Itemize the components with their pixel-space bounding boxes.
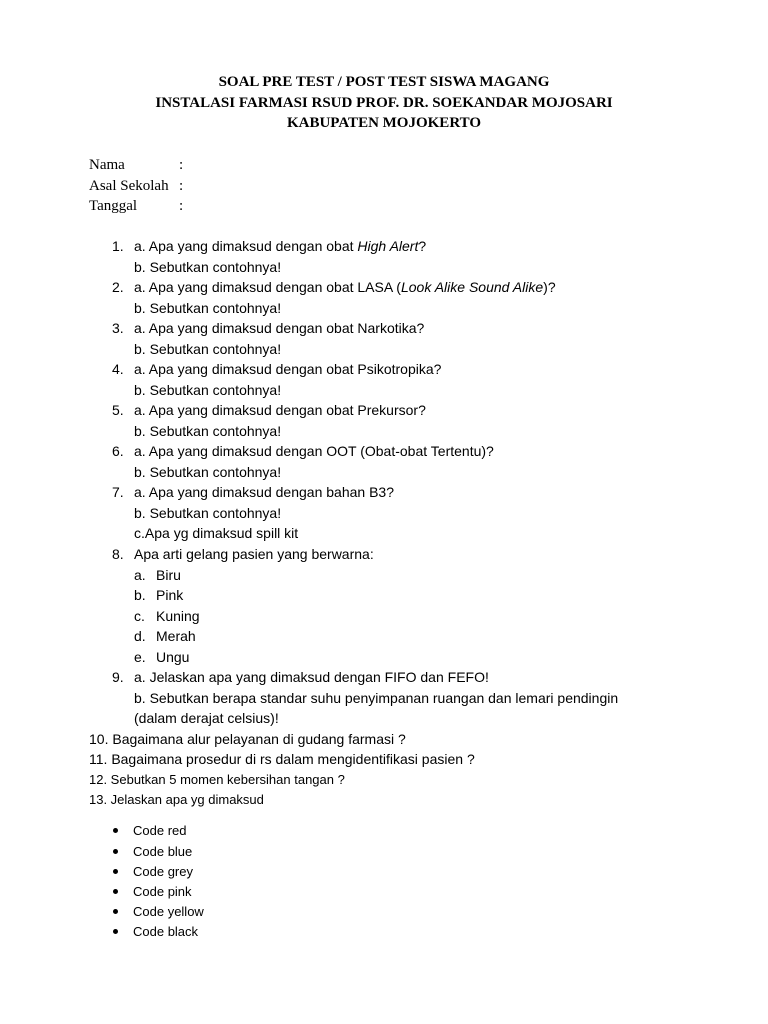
bullet-icon — [113, 889, 118, 894]
question-2a — [134, 277, 556, 297]
question-11: 11. Bagaimana prosedur di rs dalam mengidentifikasi pasien ? — [89, 751, 475, 767]
question-7c: c.Apa yg dimaksud spill kit — [134, 525, 299, 541]
question-9b-continued: (dalam derajat celsius)! — [134, 710, 279, 726]
question-number: 7. — [112, 484, 124, 500]
option-text: Ungu — [156, 649, 190, 665]
question-text: a. Apa yang dimaksud dengan obat LASA ( — [134, 279, 401, 295]
document-header — [0, 72, 768, 134]
code-list-item — [113, 902, 204, 922]
question-7b: b. Sebutkan contohnya! — [134, 505, 282, 521]
header-institution: INSTALASI FARMASI RSUD PROF. DR. SOEKANDAR MOJOSARI — [155, 94, 613, 111]
option-letter: c. — [134, 608, 145, 624]
field-nama — [89, 155, 183, 175]
field-asal-sekolah — [89, 176, 183, 196]
question-number: 8. — [112, 546, 124, 562]
question-number: 3. — [112, 320, 124, 336]
question-number: 2. — [112, 279, 124, 295]
question-4b: b. Sebutkan contohnya! — [134, 382, 282, 398]
field-label: Nama — [89, 157, 125, 173]
field-tanggal — [89, 196, 183, 216]
question-9b: b. Sebutkan berapa standar suhu penyimpanan ruangan dan lemari pendingin — [134, 690, 619, 706]
option-letter: d. — [134, 628, 146, 644]
code-label: Code blue — [133, 844, 193, 859]
code-list-item — [113, 922, 198, 942]
code-list-item — [113, 862, 193, 882]
bullet-icon — [113, 909, 118, 914]
option-text: Biru — [156, 567, 181, 583]
question-5a: a. Apa yang dimaksud dengan obat Prekursor? — [134, 402, 426, 418]
field-separator: : — [179, 198, 184, 214]
code-list-item — [113, 882, 192, 902]
option-text: Pink — [156, 587, 184, 603]
question-5b: b. Sebutkan contohnya! — [134, 423, 282, 439]
field-label: Tanggal — [89, 198, 138, 214]
question-13: 13. Jelaskan apa yg dimaksud — [89, 792, 264, 807]
code-label: Code pink — [133, 884, 192, 899]
question-6b: b. Sebutkan contohnya! — [134, 464, 282, 480]
bullet-icon — [113, 929, 118, 934]
bullet-icon — [113, 849, 118, 854]
field-label: Asal Sekolah — [89, 178, 169, 194]
question-9a: a. Jelaskan apa yang dimaksud dengan FIFO dan FEFO! — [134, 669, 489, 685]
question-number: 5. — [112, 402, 124, 418]
option-letter: a. — [134, 567, 146, 583]
bullet-icon — [113, 828, 118, 833]
question-8: Apa arti gelang pasien yang berwarna: — [134, 546, 374, 562]
option-letter: e. — [134, 649, 146, 665]
question-1a — [134, 236, 426, 256]
question-text: ? — [418, 238, 427, 254]
field-separator: : — [179, 157, 184, 173]
code-label: Code grey — [133, 864, 193, 879]
question-12: 12. Sebutkan 5 momen kebersihan tangan ? — [89, 772, 345, 787]
code-label: Code black — [133, 924, 199, 939]
option-text: Kuning — [156, 608, 200, 624]
code-label: Code yellow — [133, 904, 204, 919]
field-separator: : — [179, 178, 184, 194]
question-number: 4. — [112, 361, 124, 377]
question-text: a. Apa yang dimaksud dengan obat — [134, 238, 358, 254]
question-text: )? — [543, 279, 556, 295]
question-emphasis: Look Alike Sound Alike — [400, 279, 544, 295]
question-1b: b. Sebutkan contohnya! — [134, 259, 282, 275]
question-number: 9. — [112, 669, 124, 685]
header-region: KABUPATEN MOJOKERTO — [286, 115, 482, 131]
header-title: SOAL PRE TEST / POST TEST SISWA MAGANG — [218, 74, 550, 90]
question-4a: a. Apa yang dimaksud dengan obat Psikotropika? — [134, 361, 442, 377]
question-number: 1. — [112, 238, 124, 254]
bullet-icon — [113, 869, 118, 874]
code-list-item — [113, 821, 186, 841]
question-7a: a. Apa yang dimaksud dengan bahan B3? — [134, 484, 394, 500]
question-10: 10. Bagaimana alur pelayanan di gudang farmasi ? — [89, 731, 406, 747]
code-label: Code red — [133, 823, 187, 838]
option-text: Merah — [156, 628, 196, 644]
code-list-item — [113, 842, 192, 862]
question-6a: a. Apa yang dimaksud dengan OOT (Obat-obat Tertentu)? — [134, 443, 494, 459]
question-2b: b. Sebutkan contohnya! — [134, 300, 282, 316]
question-3a: a. Apa yang dimaksud dengan obat Narkotika? — [134, 320, 425, 336]
question-3b: b. Sebutkan contohnya! — [134, 341, 282, 357]
question-number: 6. — [112, 443, 124, 459]
question-emphasis: High Alert — [357, 238, 419, 254]
option-letter: b. — [134, 587, 146, 603]
